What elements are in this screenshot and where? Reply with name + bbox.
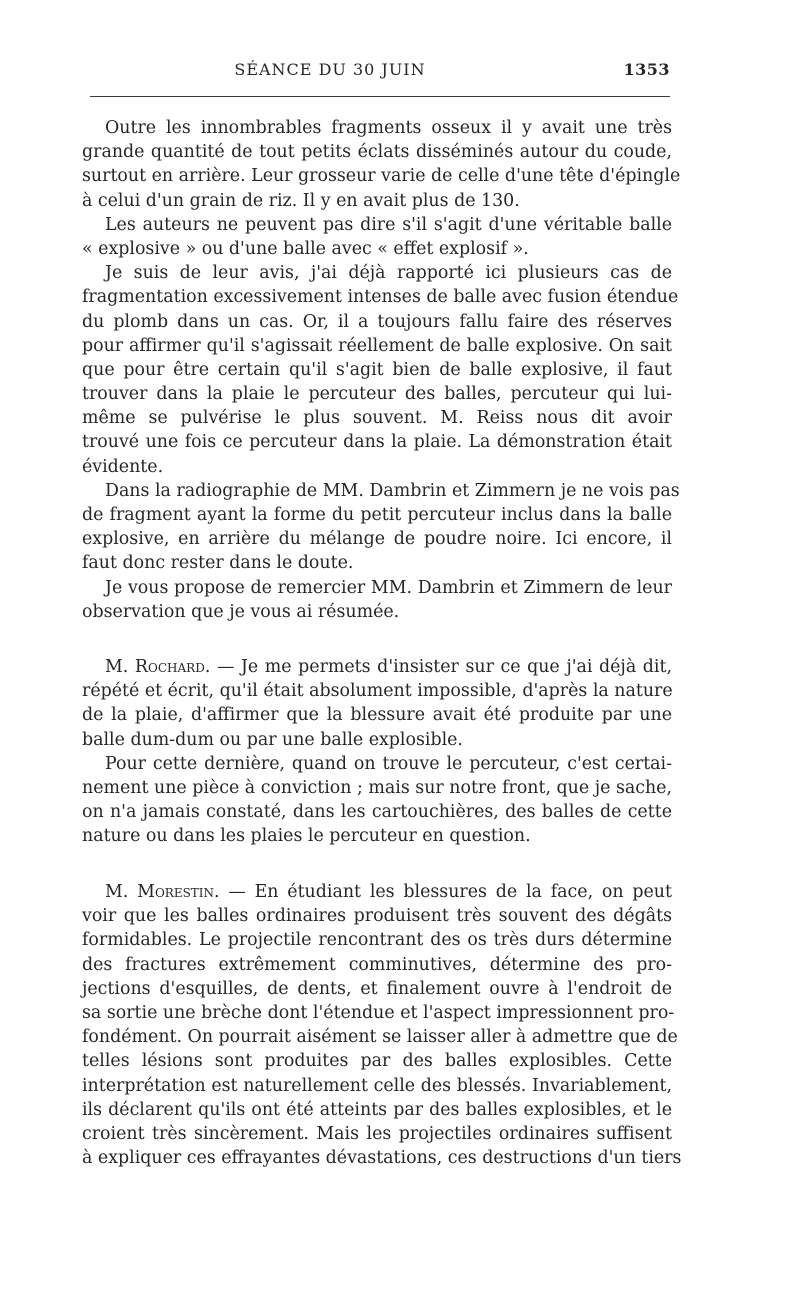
paragraph-block-morestin: [82, 880, 682, 1170]
speaker-text: — Je me permets d'insister sur ce que j'ai déjà dit,: [210, 657, 672, 677]
text-line: « explosive » ou d'une balle avec « effet explosif ».: [82, 238, 529, 259]
text-line: des fractures extrêmement comminutives, détermine des pro-: [82, 954, 672, 975]
text-line: évidente.: [82, 456, 164, 477]
page-number: 1353: [623, 60, 670, 79]
text-line: trouver dans la plaie le percuteur des balles, percuteur qui lui-: [82, 384, 672, 405]
text-line: Outre les innombrables fragments osseux il y avait une très: [105, 118, 672, 138]
text-line: jections d'esquilles, de dents, et finalement ouvre à l'endroit de: [82, 978, 672, 999]
text-line: répété et écrit, qu'il était absolument impossible, d'après la nature: [82, 681, 673, 702]
text-line: à expliquer ces effrayantes dévastations, ces destructions d'un tiers: [82, 1148, 682, 1169]
text-line: telles lésions sont produites par des balles explosibles. Cette: [82, 1051, 672, 1072]
text-line: [82, 880, 672, 904]
text-line: formidables. Le projectile rencontrant des os très durs détermine: [82, 930, 672, 951]
text-line: fondément. On pourrait aisément se laisser aller à admettre que de: [82, 1027, 678, 1048]
text-line: Les auteurs ne peuvent pas dire s'il s'agit d'une véritable balle: [105, 214, 672, 235]
text-line: ils déclarent qu'ils ont été atteints par des balles explosibles, et le: [82, 1099, 672, 1120]
text-line: interprétation est naturellement celle des blessés. Invariablement,: [82, 1075, 672, 1096]
paragraph-block-report: [82, 116, 681, 624]
text-line: que pour être certain qu'il s'agit bien de balle explosive, il faut: [82, 359, 672, 380]
text-line: nature ou dans les plaies le percuteur en question.: [82, 826, 531, 847]
text-line: on n'a jamais constaté, dans les cartouchières, des balles de cette: [82, 802, 672, 823]
text-line: grande quantité de tout petits éclats disséminés autour du coude,: [82, 142, 672, 163]
text-line: du plomb dans un cas. Or, il a toujours fallu faire des réserves: [82, 311, 672, 332]
text-line: observation que je vous ai résumée.: [82, 601, 400, 622]
text-line: trouvé une fois ce percuteur dans la plaie. La démonstration était: [82, 432, 672, 453]
text-line: de fragment ayant la forme du petit percuteur inclus dans la balle: [82, 505, 672, 525]
text-line: nement une pièce à conviction ; mais sur notre front, que je sache,: [82, 777, 672, 798]
text-line: balle dum-dum ou par une balle explosible.: [82, 729, 463, 750]
text-line: de la plaie, d'affirmer que la blessure avait été produite par une: [82, 705, 672, 726]
speaker-text: — En étudiant les blessures de la face, on peut: [219, 882, 672, 902]
text-line: Dans la radiographie de MM. Dambrin et Zimmern je ne vois pas: [105, 480, 680, 501]
text-line: Je suis de leur avis, j'ai déjà rapporté ici plusieurs cas de: [105, 263, 672, 284]
text-line: même se pulvérise le plus souvent. M. Reiss nous dit avoir: [82, 408, 672, 429]
text-line: faut donc rester dans le doute.: [82, 553, 354, 574]
running-header: [90, 60, 670, 84]
speaker-name: M. Morestin.: [105, 882, 220, 902]
text-line: Je vous propose de remercier MM. Dambrin et Zimmern de leur: [105, 577, 672, 598]
text-line: croient très sincèrement. Mais les projectiles ordinaires suffisent: [82, 1123, 672, 1144]
header-title: SÉANCE DU 30 JUIN: [234, 60, 426, 79]
speaker-name: M. Rochard.: [105, 657, 211, 677]
paragraph-block-rochard: [82, 655, 672, 849]
text-line: fragmentation excessivement intenses de balle avec fusion étendue: [82, 287, 679, 308]
text-line: pour affirmer qu'il s'agissait réellement de balle explosive. On sait: [82, 335, 672, 356]
text-line: sa sortie une brèche dont l'étendue et l'aspect impressionnent pro-: [82, 1002, 675, 1023]
text-line: à celui d'un grain de riz. Il y en avait plus de 130.: [82, 190, 520, 211]
text-line: Pour cette dernière, quand on trouve le percuteur, c'est certai-: [105, 753, 672, 774]
text-line: voir que les balles ordinaires produisent très souvent des dégâts: [82, 906, 672, 927]
text-line: explosive, en arrière du mélange de poudre noire. Ici encore, il: [82, 529, 672, 550]
text-line: surtout en arrière. Leur grosseur varie de celle d'une tête d'épingle: [82, 166, 681, 187]
header-rule: [90, 96, 670, 97]
text-line: [82, 655, 672, 679]
